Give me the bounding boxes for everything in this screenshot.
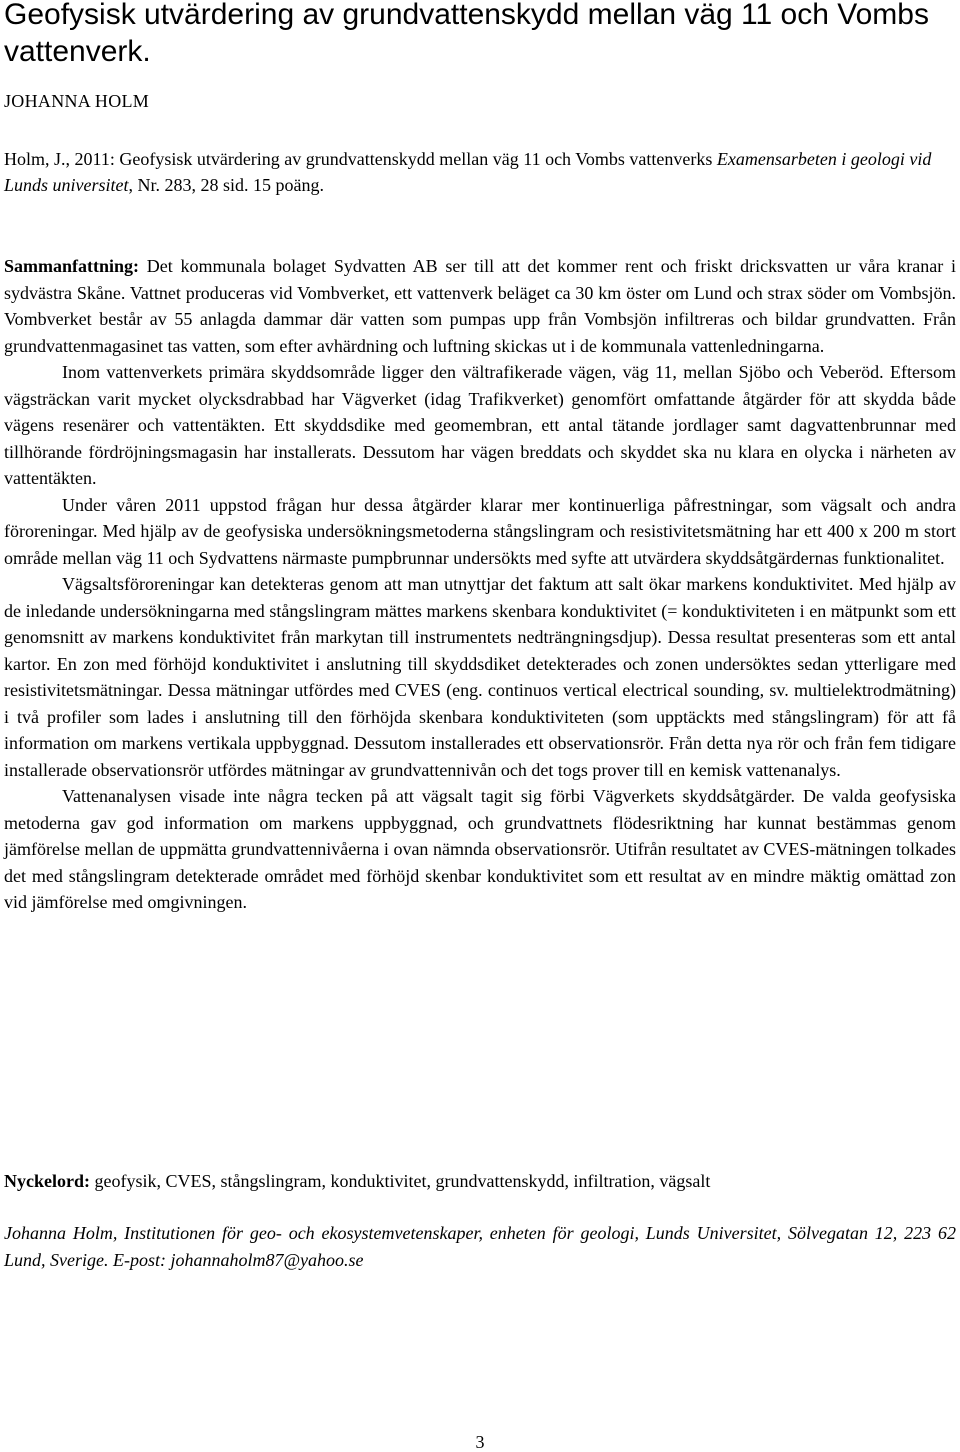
keywords [4, 1168, 956, 1194]
keywords-text: geofysik, CVES, stångslingram, konduktivitet, grundvattenskydd, infiltration, vägsalt [89, 1171, 711, 1191]
abstract-paragraph-4: Vägsaltsföroreningar kan detekteras genom att man utnyttjar det faktum att salt ökar markens konduktivitet. Med hjälp av de inledande undersökningarna med stångslingram mättes markens skenbara konduktivitet (= konduktiviteten i en mätpunkt som ett genomsnitt av markens konduktivitet från markytan till instrumentets nedträngningsdjup). Dessa resultat presenteras som ett antal kartor. En zon med förhöjd konduktivitet i anslutning till skyddsdiket detekterades och zonen undersöktes sedan ytterligare med resistivitetsmätningar. Dessa mätningar utfördes med CVES (eng. continuos vertical electrical sounding, sv. multielektrodmätning) i två profiler som lades i anslutning till den förhöjda skenbara konduktiviteten (som upptäckts med stångslingram) för att få information om markens vertikala uppbyggnad. Dessutom installerades ett observationsrör. Från detta nya rör och från fem tidigare installerade observationsrör utfördes mätningar av grundvattennivån och det togs prover till en kemisk vattenanalys. [4, 574, 956, 780]
document-title: Geofysisk utvärdering av grundvattenskydd mellan väg 11 och Vombs vattenverk. [4, 0, 929, 68]
author-name: JOHANNA HOLM [4, 91, 150, 111]
abstract-paragraph-2: Inom vattenverkets primära skyddsområde ligger den vältrafikerade vägen, väg 11, mellan Sjöbo och Veberöd. Eftersom vägsträckan varit mycket olycksdrabbad har Vägverket (idag Trafikverket) genomfört omfattande åtgärder för att skydda både vägens resenärer och vattentäkten. Ett skyddsdike med geomembran, ett antal tätande jordlager samt dagvattenbrunnar med tillhörande fördröjningsmagasin har installerats. Dessutom har vägen breddats och skyddet ska nu klara en olycka i närheten av vattentäkten. [4, 362, 956, 488]
abstract-paragraph-5: Vattenanalysen visade inte några tecken på att vägsalt tagit sig förbi Vägverkets skyddsåtgärder. De valda geofysiska metoderna gav god information om markens uppbyggnad, och grundvattnets flödesriktning har kunnat bestämmas genom jämförelse mellan de uppmätta grundvattennivåerna i ovan nämnda observationsrör. Utifrån resultatet av CVES-mätningen tolkades det med stångslingram detekterade området med förhöjd skenbar konduktivitet som ett resultat av en mindre mäktig omättad zon vid jämförelse med omgivningen. [4, 786, 956, 912]
abstract [4, 253, 956, 916]
abstract-paragraph-3: Under våren 2011 uppstod frågan hur dessa åtgärder klarar mer kontinuerliga påfrestningar, som vägsalt och andra föroreningar. Med hjälp av de geofysiska undersökningsmetoderna stångslingram och resistivitetsmätning har ett 400 x 200 m stort område mellan väg 11 och Sydvattens närmaste pumpbrunnar undersökts med syfte att utvärdera skyddsåtgärdernas funktionalitet. [4, 494, 956, 568]
page-number: 3 [475, 1432, 485, 1452]
citation-text: Holm, J., 2011: Geofysisk utvärdering av grundvattenskydd mellan väg 11 och Vombs vattenverks [4, 149, 717, 169]
abstract-paragraph-1 [4, 253, 956, 359]
abstract-paragraph-1-text: Det kommunala bolaget Sydvatten AB ser till att det kommer rent och friskt dricksvatten ur våra kranar i sydvästra Skåne. Vattnet produceras vid Vombverket, ett vattenverk beläget ca 30 km öster om Lund och strax söder om Vombsjön. Vombverket består av 55 anlagda dammar där vatten som pumpas upp från Vombsjön infiltreras och bildar grundvatten. Från grundvattenmagasinet tas vatten, som efter avhärdning och luftning skickas ut i de kommunala vattenledningarna. [4, 256, 956, 356]
citation [4, 146, 956, 198]
author-affiliation: Johanna Holm, Institutionen för geo- och ekosystemvetenskaper, enheten för geologi, Lunds Universitet, Sölvegatan 12, 223 62 Lund, Sverige. E-post: johannaholm87@yahoo.se [4, 1223, 956, 1270]
keywords-label: Nyckelord: [4, 1171, 90, 1191]
citation-tail: , Nr. 283, 28 sid. 15 poäng. [128, 175, 324, 195]
citation-series: Examensarbeten i geologi vid Lunds universitet [4, 149, 932, 195]
abstract-label: Sammanfattning: [4, 256, 140, 276]
